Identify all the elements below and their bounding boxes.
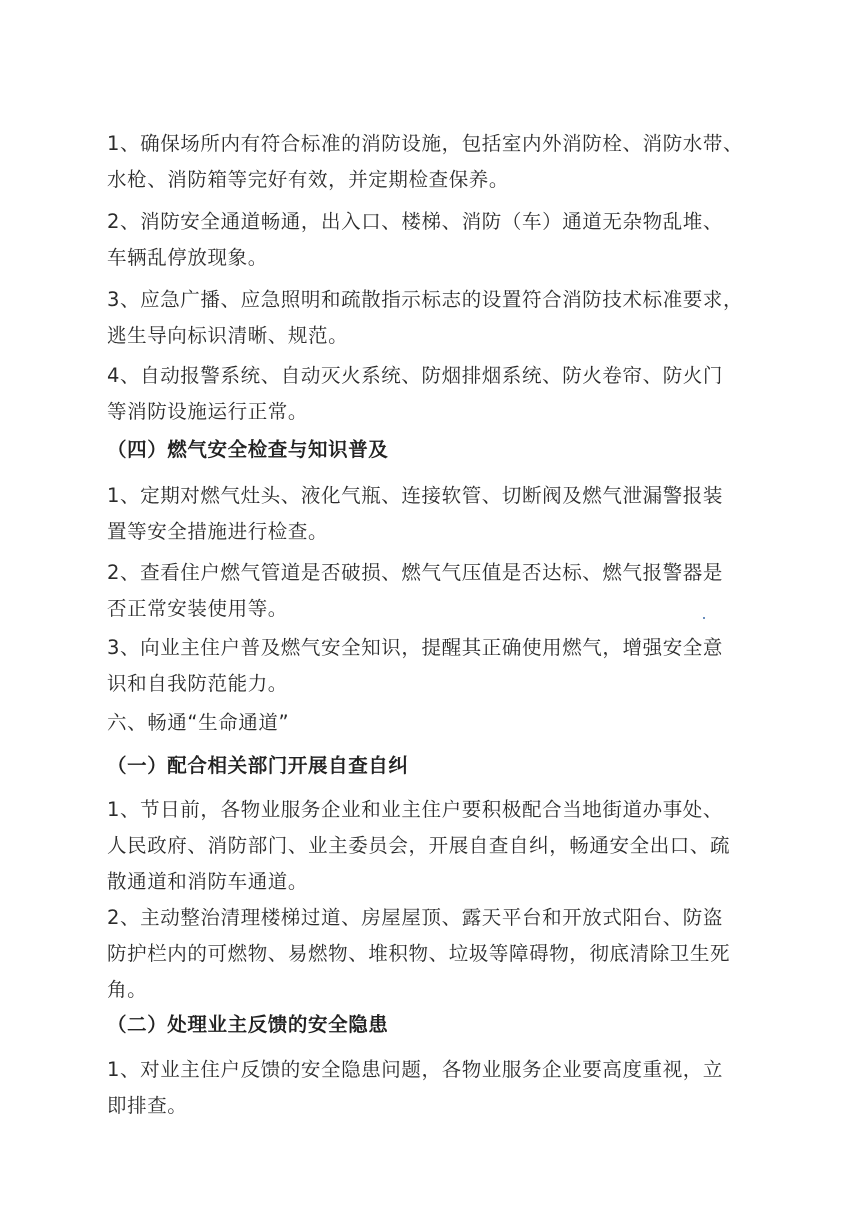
paragraph-line: 2、查看住户燃气管道是否破损、燃气气压值是否达标、燃气报警器是 (107, 561, 724, 584)
scan-speck (703, 617, 705, 619)
heading-section-six: 六、畅通“生命通道” (107, 711, 290, 734)
paragraph-line: 水枪、消防箱等完好有效，并定期检查保养。 (107, 168, 510, 191)
paragraph-line: 角。 (107, 978, 148, 1001)
paragraph-holiday-self-check (107, 792, 747, 900)
paragraph-line: 否正常安装使用等。 (107, 597, 288, 620)
paragraph-line: 等消防设施运行正常。 (107, 400, 309, 423)
paragraph-line: 即排查。 (107, 1094, 188, 1117)
paragraph-line: 1、对业主住户反馈的安全隐患问题，各物业服务企业要高度重视，立 (107, 1058, 724, 1081)
paragraph-gas-knowledge (107, 630, 747, 702)
paragraph-line: 1、确保场所内有符合标准的消防设施，包括室内外消防栓、消防水带、 (107, 132, 744, 155)
paragraph-line: 4、自动报警系统、自动灭火系统、防烟排烟系统、防火卷帘、防火门 (107, 364, 724, 387)
paragraph-fire-passage (107, 204, 747, 276)
paragraph-emergency-signs (107, 282, 747, 354)
paragraph-clear-obstacles (107, 900, 747, 1008)
paragraph-line: 车辆乱停放现象。 (107, 246, 268, 269)
paragraph-gas-inspection (107, 478, 747, 550)
paragraph-line: 2、消防安全通道畅通，出入口、楼梯、消防（车）通道无杂物乱堆、 (107, 210, 724, 233)
paragraph-line: 1、节日前，各物业服务企业和业主住户要积极配合当地街道办事处、 (107, 798, 724, 821)
paragraph-gas-pipes (107, 555, 747, 627)
heading-gas-safety: （四）燃气安全检查与知识普及 (107, 438, 389, 461)
heading-self-check: （一）配合相关部门开展自查自纠 (107, 754, 409, 777)
paragraph-line: 散通道和消防车通道。 (107, 870, 309, 893)
paragraph-line: 3、向业主住户普及燃气安全知识，提醒其正确使用燃气，增强安全意 (107, 636, 724, 659)
paragraph-feedback-handling (107, 1052, 747, 1124)
heading-owner-feedback: （二）处理业主反馈的安全隐患 (107, 1013, 389, 1036)
paragraph-line: 1、定期对燃气灶头、液化气瓶、连接软管、切断阀及燃气泄漏警报装 (107, 484, 724, 507)
paragraph-line: 识和自我防范能力。 (107, 672, 288, 695)
paragraph-line: 3、应急广播、应急照明和疏散指示标志的设置符合消防技术标准要求， (107, 288, 744, 311)
paragraph-fire-systems (107, 358, 747, 430)
paragraph-line: 逃生导向标识清晰、规范。 (107, 324, 349, 347)
paragraph-line: 2、主动整治清理楼梯过道、房屋屋顶、露天平台和开放式阳台、防盗 (107, 906, 724, 929)
paragraph-line: 防护栏内的可燃物、易燃物、堆积物、垃圾等障碍物，彻底清除卫生死 (107, 942, 731, 965)
paragraph-fire-facilities (107, 126, 747, 198)
paragraph-line: 置等安全措施进行检查。 (107, 520, 329, 543)
paragraph-line: 人民政府、消防部门、业主委员会，开展自查自纠，畅通安全出口、疏 (107, 834, 731, 857)
